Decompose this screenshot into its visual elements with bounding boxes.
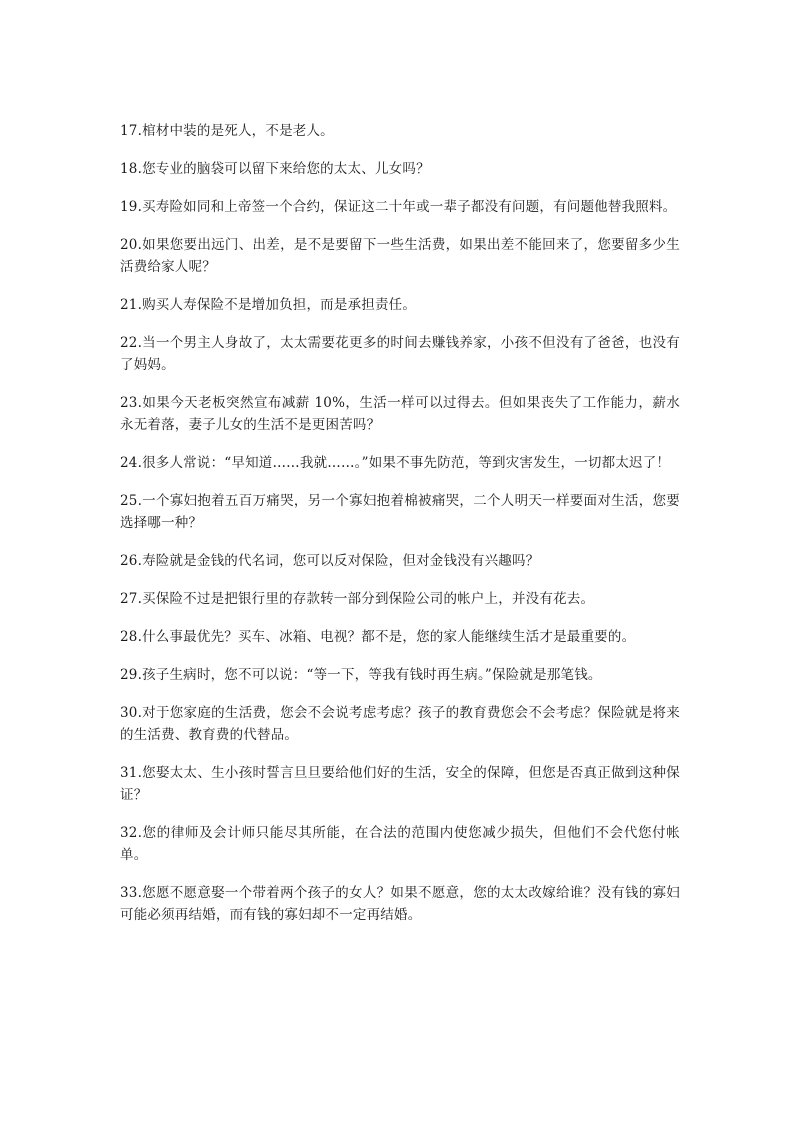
paragraph-26: 26.寿险就是金钱的代名词，您可以反对保险，但对金钱没有兴趣吗？	[120, 553, 540, 569]
paragraph-17: 17.棺材中装的是死人，不是老人。	[120, 123, 334, 139]
paragraph-28: 28.什么事最优先？买车、冰箱、电视？都不是，您的家人能继续生活才是最重要的。	[120, 629, 636, 645]
paragraph-25: 25.一个寡妇抱着五百万痛哭，另一个寡妇抱着棉被痛哭，二个人明天一样要面对生活，您要选择哪一种？	[120, 493, 680, 531]
paragraph-30: 30.对于您家庭的生活费，您会不会说考虑考虑？孩子的教育费您会不会考虑？保险就是将来的生活费、教育费的代替品。	[120, 705, 680, 743]
paragraph-33: 33.您愿不愿意娶一个带着两个孩子的女人？如果不愿意，您的太太改嫁给谁？没有钱的寡妇可能必须再结婚，而有钱的寡妇却不一定再结婚。	[120, 885, 680, 923]
paragraph-22: 22.当一个男主人身故了，太太需要花更多的时间去赚钱养家，小孩不但没有了爸爸，也没有了妈妈。	[120, 335, 680, 373]
paragraph-32: 32.您的律师及会计师只能尽其所能，在合法的范围内使您减少损失，但他们不会代您付帐单。	[120, 825, 680, 863]
paragraph-31: 31.您娶太太、生小孩时誓言旦旦要给他们好的生活，安全的保障，但您是否真正做到这种保证？	[120, 765, 680, 803]
paragraph-18: 18.您专业的脑袋可以留下来给您的太太、儿女吗？	[120, 161, 430, 177]
paragraph-29: 29.孩子生病时，您不可以说：“等一下，等我有钱时再生病。”保险就是那笔钱。	[120, 667, 602, 683]
paragraph-23: 23.如果今天老板突然宣布减薪 10%，生活一样可以过得去。但如果丧失了工作能力，薪水永无着落，妻子儿女的生活不是更困苦吗？	[120, 395, 680, 433]
document-body	[120, 120, 680, 942]
paragraph-24: 24.很多人常说：“早知道……我就……。”如果不事先防范，等到灾害发生，一切都太迟了！	[120, 455, 671, 471]
paragraph-21: 21.购买人寿保险不是增加负担，而是承担责任。	[120, 297, 417, 313]
paragraph-19: 19.买寿险如同和上帝签一个合约，保证这二十年或一辈子都没有问题，有问题他替我照料。	[120, 199, 677, 215]
paragraph-20: 20.如果您要出远门、出差，是不是要留下一些生活费，如果出差不能回来了，您要留多少生活费给家人呢？	[120, 237, 680, 275]
paragraph-27: 27.买保险不过是把银行里的存款转一部分到保险公司的帐户上，并没有花去。	[120, 591, 595, 607]
